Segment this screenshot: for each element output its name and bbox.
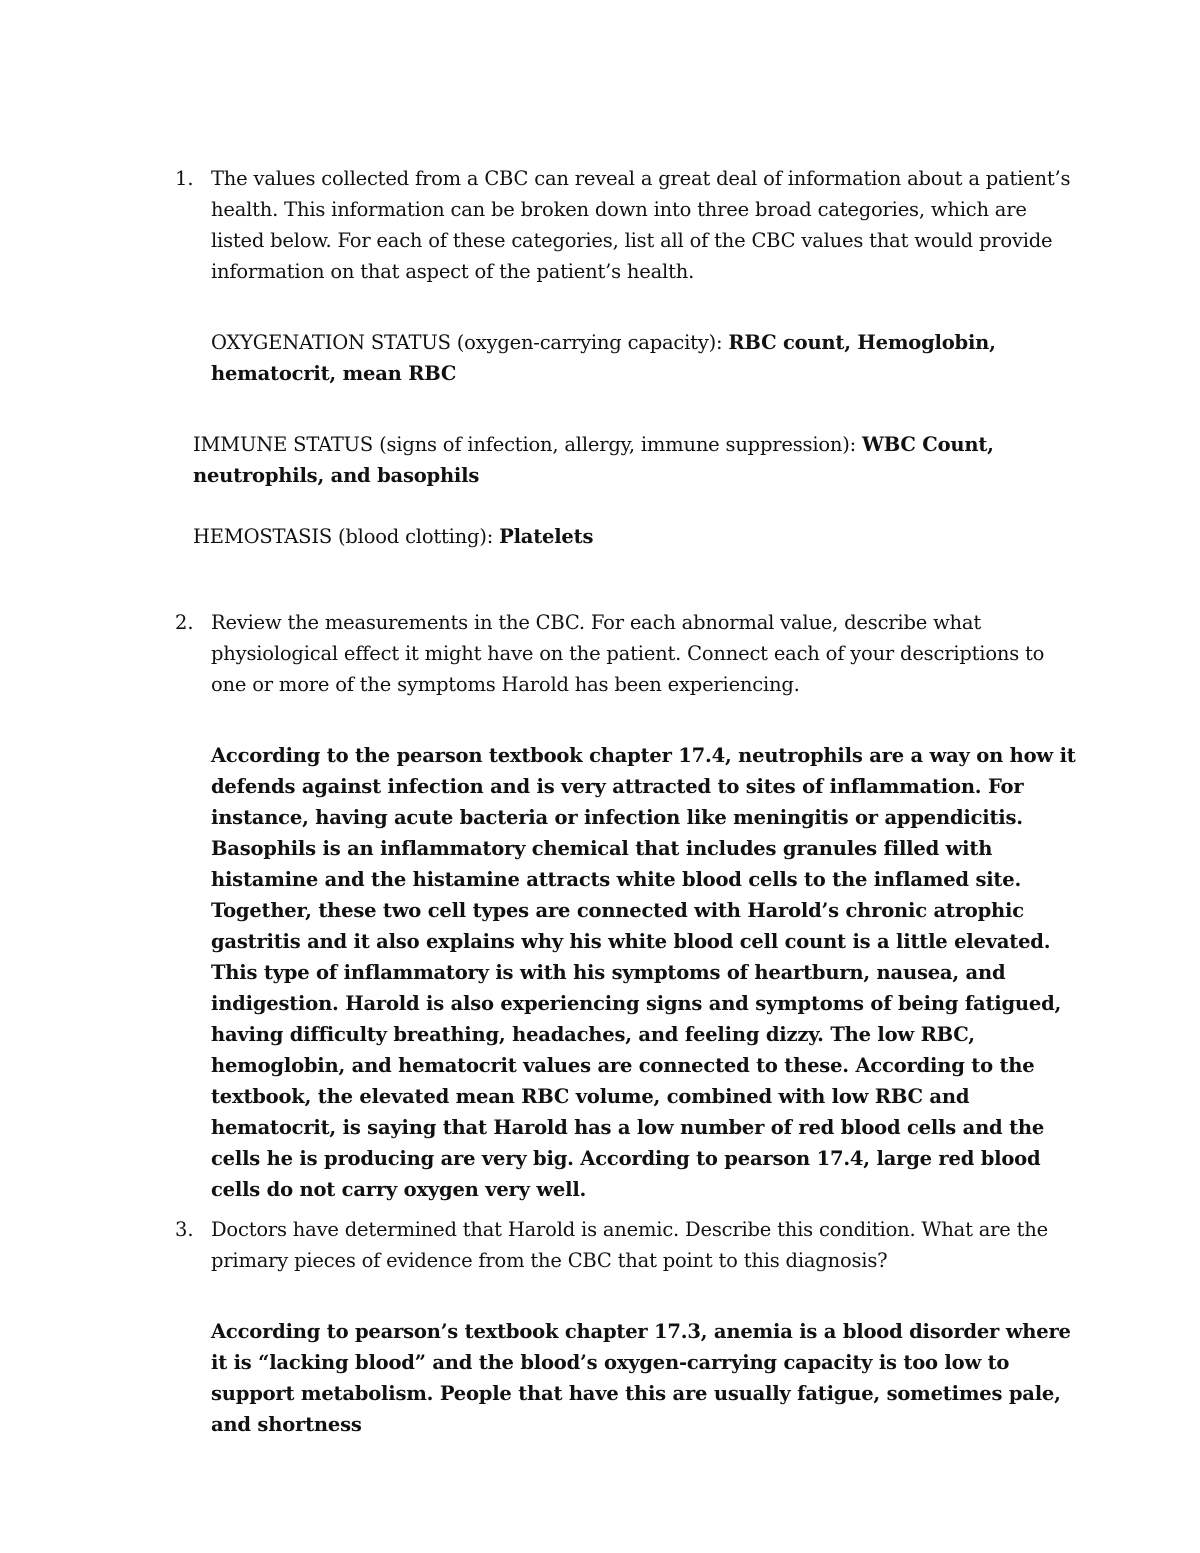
question-1-text: The values collected from a CBC can reveal a great deal of information about a patient’s health. This information can be broken down into three broad categories, which are listed below. For each of these categories, list all of the CBC values that would provide information on that aspect of the patient’s health.	[211, 167, 1071, 283]
hemostasis-status	[193, 521, 1073, 552]
oxygenation-status-label: OXYGENATION STATUS (oxygen-carrying capacity):	[211, 331, 729, 354]
question-2-number: 2.	[175, 611, 194, 634]
question-1-number: 1.	[175, 167, 194, 190]
immune-status	[193, 429, 1073, 491]
question-2-text: Review the measurements in the CBC. For each abnormal value, describe what physiological effect it might have on the patient. Connect each of your descriptions to one or more of the symptoms Harold has been experiencing.	[211, 611, 1045, 696]
oxygenation-status-answer: RBC count, Hemoglobin, hematocrit, mean RBC	[211, 331, 996, 385]
hemostasis-status-label: HEMOSTASIS (blood clotting):	[193, 525, 500, 548]
immune-status-answer: WBC Count, neutrophils, and basophils	[193, 433, 994, 487]
question-3-answer: According to pearson’s textbook chapter 17.3, anemia is a blood disorder where it is “lacking blood” and the blood’s oxygen-carrying capacity is too low to support metabolism. People that have this are usually fatigue, sometimes pale, and shortness	[211, 1320, 1071, 1436]
oxygenation-status	[211, 327, 1091, 389]
hemostasis-status-answer: Platelets	[499, 525, 594, 548]
question-2-answer: According to the pearson textbook chapter 17.4, neutrophils are a way on how it defends against infection and is very attracted to sites of inflammation. For instance, having acute bacteria or infection like meningitis or appendicitis. Basophils is an inflammatory chemical that includes granules filled with histamine and the histamine attracts white blood cells to the inflamed site. Together, these two cell types are connected with Harold’s chronic atrophic gastritis and it also explains why his white blood cell count is a little elevated. This type of inflammatory is with his symptoms of heartburn, nausea, and indigestion. Harold is also experiencing signs and symptoms of being fatigued, having difficulty breathing, headaches, and feeling dizzy. The low RBC, hemoglobin, and hematocrit values are connected to these. According to the textbook, the elevated mean RBC volume, combined with low RBC and hematocrit, is saying that Harold has a low number of red blood cells and the cells he is producing are very big. According to pearson 17.4, large red blood cells do not carry oxygen very well.	[211, 744, 1076, 1201]
question-3-number: 3.	[175, 1218, 194, 1241]
immune-status-label: IMMUNE STATUS (signs of infection, allergy, immune suppression):	[193, 433, 863, 456]
question-3-text: Doctors have determined that Harold is anemic. Describe this condition. What are the primary pieces of evidence from the CBC that point to this diagnosis?	[211, 1218, 1048, 1272]
